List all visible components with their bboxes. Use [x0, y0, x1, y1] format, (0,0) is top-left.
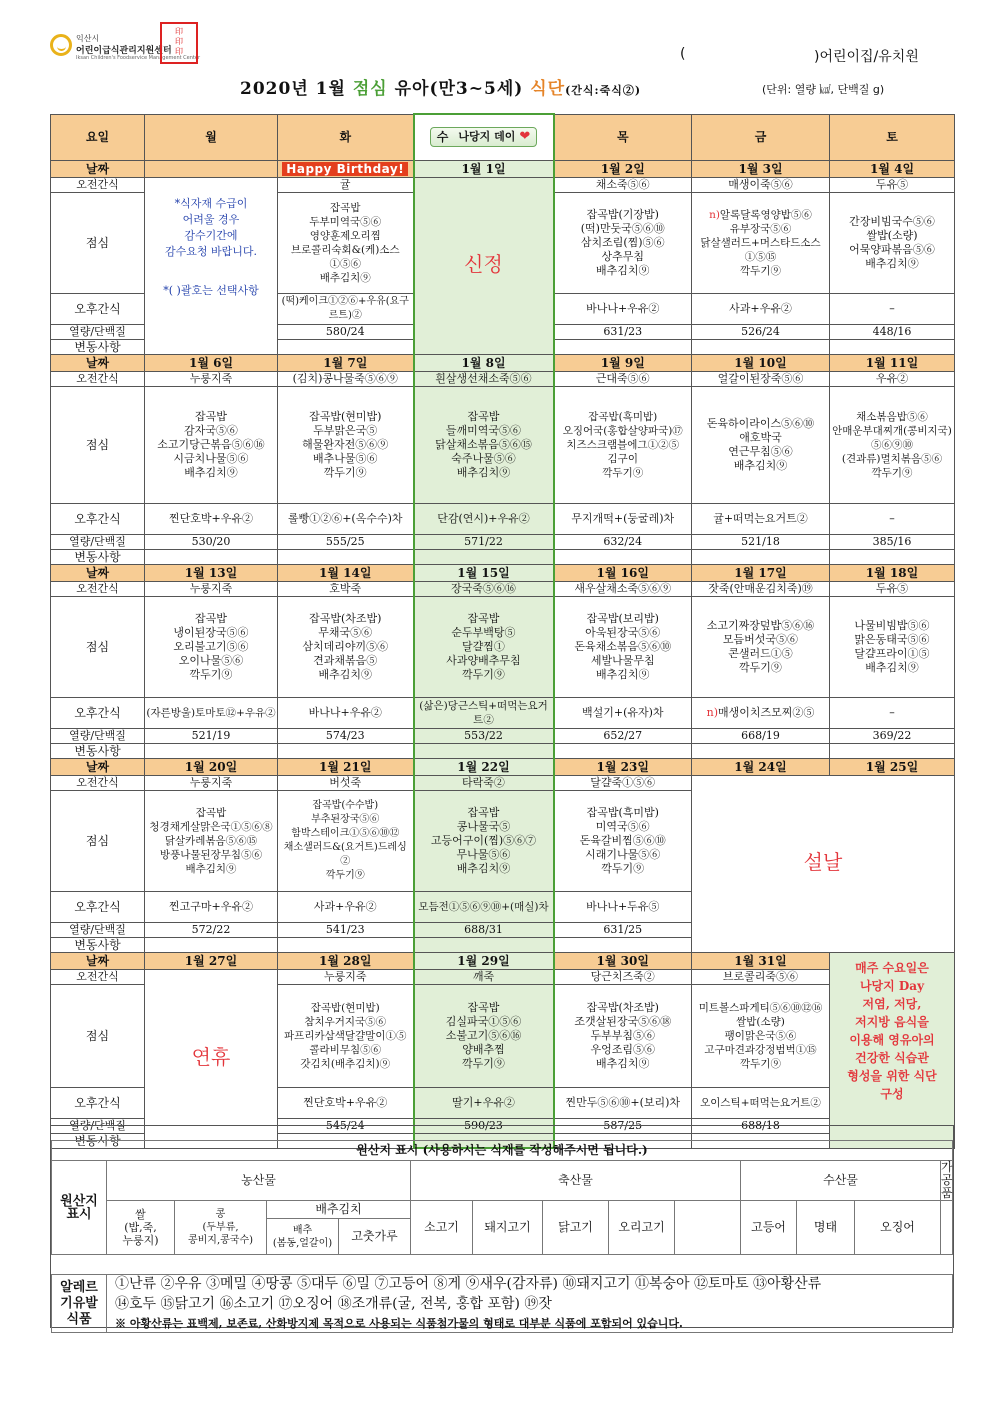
kcal-cell: 688/31 [414, 922, 554, 937]
origin-title: 원산지 표시 (사용하시는 식재를 작성해주시면 됩니다.) [52, 1141, 953, 1161]
lunch-cell: 잡곡밥 김실파국①⑤⑥ 소불고기⑤⑥⑯ 양배추찜 깍두기⑨ [414, 984, 554, 1087]
pepper-label: 고춧가루 [339, 1219, 411, 1255]
lunch-cell: 나물비빔밥⑤⑥ 맑은동태국⑤⑥ 달걀프라이①⑤ 배추김치⑨ [830, 596, 955, 697]
date-cell: 1월 21일 [278, 758, 414, 775]
date-cell: 1월 13일 [145, 564, 278, 581]
kcal-cell: 590/23 [414, 1118, 554, 1133]
birthday-cell [278, 160, 414, 177]
row-date: 날짜 [51, 564, 145, 581]
change-cell [414, 937, 554, 952]
change-cell [278, 339, 414, 354]
date-cell: 1월 6일 [145, 354, 278, 371]
heart-icon: ❤ [519, 129, 531, 145]
lunch-cell: 잡곡밥(흑미밥) 미역국⑤⑥ 돈육갈비찜⑤⑥⑩ 시래기나물⑤⑥ 깍두기⑨ [554, 790, 692, 891]
row-am-snack: 오전간식 [51, 581, 145, 596]
smile-logo-icon [50, 34, 72, 56]
am-snack-cell: 귤 [278, 177, 414, 192]
lunch-text: 알록달록영양밥⑤⑥ 유부장국⑤⑥ 닭살샐러드+머스타드소스①⑤⑮ 깍두기⑨ [700, 208, 821, 277]
am-snack-cell: 매생이죽⑤⑥ [692, 177, 830, 192]
allergy-side-label: 알레르 기유발 식품 [52, 1275, 107, 1333]
optional-note: *( )괄호는 선택사항 [163, 283, 259, 297]
duck-label: 오리고기 [609, 1201, 675, 1255]
pm-snack-cell: – [830, 293, 955, 324]
pm-snack-cell: 백설기+(유자)차 [554, 697, 692, 728]
date-cell: 1월 1일 [414, 160, 554, 177]
pm-snack-cell: 바나나+두유⑤ [554, 891, 692, 922]
kcal-cell: 571/22 [414, 534, 554, 549]
kcal-cell: 526/24 [692, 324, 830, 339]
kcal-cell: 521/18 [692, 534, 830, 549]
lunch-cell: 잡곡밥(차조밥) 무채국⑤⑥ 삼치데리야끼⑤⑥ 견과채볶음⑤ 배추김치⑨ [278, 596, 414, 697]
origin-side-label: 원산지 표시 [52, 1161, 107, 1255]
page-title [240, 74, 641, 99]
am-snack-cell: 버섯죽 [278, 775, 414, 790]
row-change: 변동사항 [51, 743, 145, 758]
kcal-cell: 521/19 [145, 728, 278, 743]
am-snack-cell: 우유② [830, 371, 955, 386]
pm-snack-text: 매생이치즈모찌②⑤ [718, 705, 815, 719]
squid-label: 오징어 [855, 1201, 941, 1255]
pm-snack-cell: 바나나+우유② [278, 697, 414, 728]
row-kcal: 열량/단백질 [51, 534, 145, 549]
kcal-cell: 555/25 [278, 534, 414, 549]
pm-snack-cell: (삶은)당근스틱+떠먹는요거트② [414, 697, 554, 728]
am-snack-cell: 채소죽⑤⑥ [554, 177, 692, 192]
nadangji-note: 매주 수요일은 나당지 Day 저염, 저당, 저지방 음식을 이용해 영유아의 건강한 식습관 형성을 위한 식단 구성 [847, 960, 937, 1101]
am-snack-cell: 흰살생선채소죽⑤⑥ [414, 371, 554, 386]
row-kcal: 열량/단백질 [51, 324, 145, 339]
pm-snack-cell: – [830, 503, 955, 534]
date-cell: 1월 11일 [830, 354, 955, 371]
date-cell: 1월 14일 [278, 564, 414, 581]
allergy-line1: ①난류 ②우유 ③메밀 ④땅콩 ⑤대두 ⑥밀 ⑦고등어 ⑧게 ⑨새우(감자류) ⑩돼지고기 ⑪복숭아 ⑫토마토 ⑬아황산류 [107, 1275, 953, 1295]
lunch-cell: 소고기짜장덮밥⑤⑥⑯ 모듬버섯국⑤⑥ 콘샐러드①⑤ 깍두기⑨ [692, 596, 830, 697]
holiday-cell [692, 775, 955, 952]
date-cell: 1월 18일 [830, 564, 955, 581]
beef-label: 소고기 [411, 1201, 473, 1255]
pm-snack-cell: 찐단호박+우유② [278, 1087, 414, 1118]
am-snack-cell: 당근치즈죽② [554, 969, 692, 984]
pm-snack-cell: 단감(연시)+우유② [414, 503, 554, 534]
origin-table [51, 1140, 953, 1333]
row-pm-snack: 오후간식 [51, 503, 145, 534]
row-pm-snack: 오후간식 [51, 1087, 145, 1118]
am-snack-cell: 타락죽② [414, 775, 554, 790]
date-cell: 1월 9일 [554, 354, 692, 371]
change-cell [414, 549, 554, 564]
row-date: 날짜 [51, 354, 145, 371]
pork-label: 돼지고기 [473, 1201, 543, 1255]
row-date: 날짜 [51, 952, 145, 969]
change-cell [145, 937, 278, 952]
pm-snack-cell: 귤+떠먹는요거트② [692, 503, 830, 534]
am-snack-cell: 잣죽(안매운김치죽)⑲ [692, 581, 830, 596]
am-snack-cell: 누룽지죽 [145, 581, 278, 596]
am-snack-cell: (김치)콩나물죽⑤⑥⑨ [278, 371, 414, 386]
holiday-cell [414, 177, 554, 354]
date-cell: 1월 10일 [692, 354, 830, 371]
pm-snack-cell: – [830, 697, 955, 728]
livestock-header: 축산물 [411, 1161, 741, 1201]
holiday-cell [145, 969, 278, 1148]
allergy-note: ※ 아황산류는 표백제, 보존료, 산화방지제 목적으로 사용되는 식품첨가물의 형태로 대부분 식품에 포함되어 있습니다. [107, 1315, 953, 1333]
am-snack-cell: 누룽지죽 [145, 775, 278, 790]
processed-header: 가공품 [941, 1160, 953, 1200]
date-cell: 1월 31일 [692, 952, 830, 969]
row-date: 날짜 [51, 160, 145, 177]
kcal-cell: 688/18 [692, 1118, 830, 1133]
day-label: 요일 [51, 114, 145, 160]
row-change: 변동사항 [51, 549, 145, 564]
lunch-cell: 잡곡밥 청경채게살맑은국①⑤⑥⑧ 닭살카레볶음⑤⑥⑮ 방풍나물된장무침⑤⑥ 배추김치⑨ [145, 790, 278, 891]
pm-snack-cell: 사과+우유② [692, 293, 830, 324]
pm-snack-cell: 모듬전①⑤⑥⑨⑩+(매실)차 [414, 891, 554, 922]
row-pm-snack: 오후간식 [51, 293, 145, 324]
kcal-cell: 541/23 [278, 922, 414, 937]
change-cell [692, 339, 830, 354]
date-cell: 1월 20일 [145, 758, 278, 775]
am-snack-cell: 브로콜리죽⑤⑥ [692, 969, 830, 984]
change-cell [692, 743, 830, 758]
n-mark: n) [709, 208, 720, 221]
lunch-cell: 잡곡밥(차조밥) 조갯살된장국⑤⑥⑱ 두부부침⑤⑥ 우엉조림⑤⑥ 배추김치⑨ [554, 984, 692, 1087]
nadangji-badge [430, 127, 537, 147]
official-seal: 印 印 印 [160, 22, 198, 64]
pm-snack-cell: 사과+우유② [278, 891, 414, 922]
lunch-cell: 잡곡밥 들깨미역국⑤⑥ 닭살채소볶음⑤⑥⑮ 숙주나물⑤⑥ 배추김치⑨ [414, 386, 554, 503]
lunch-cell: 잡곡밥(수수밥) 부추된장국⑤⑥ 함박스테이크①⑤⑥⑩⑫ 채소샐러드&(요거트)드레싱② 깍두기⑨ [278, 790, 414, 891]
day-fri: 금 [692, 114, 830, 160]
agri-header: 농산물 [107, 1161, 411, 1201]
am-snack-cell: 누룽지죽 [145, 371, 278, 386]
lunch-cell: 잡곡밥 감자국⑤⑥ 소고기당근볶음⑤⑥⑯ 시금치나물⑤⑥ 배추김치⑨ [145, 386, 278, 503]
day-wed-label: 수 [436, 130, 449, 145]
pm-snack-cell: 롤빵①②⑥+(옥수수)차 [278, 503, 414, 534]
row-am-snack: 오전간식 [51, 969, 145, 984]
allergy-line2: ⑭호두 ⑮닭고기 ⑯소고기 ⑰오징어 ⑱조개류(굴, 전복, 홍합 포함) ⑲잣 [107, 1295, 953, 1315]
sea-header: 수산물 [741, 1161, 941, 1201]
pm-snack-cell: (자른방울)토마토⑫+우유② [145, 697, 278, 728]
kcal-cell: 631/25 [554, 922, 692, 937]
date-cell: 1월 7일 [278, 354, 414, 371]
change-cell [278, 743, 414, 758]
row-kcal: 열량/단백질 [51, 922, 145, 937]
holiday-seollal: 설날 [803, 849, 843, 874]
date-cell: 1월 27일 [145, 952, 278, 969]
kcal-cell: 574/23 [278, 728, 414, 743]
kcal-cell: 587/25 [554, 1118, 692, 1133]
date-cell: 1월 29일 [414, 952, 554, 969]
date-cell: 1월 2일 [554, 160, 692, 177]
kcal-cell: 385/16 [830, 534, 955, 549]
pm-snack-cell: 무지개떡+(둥굴레)차 [554, 503, 692, 534]
change-cell [692, 549, 830, 564]
notice-cell [145, 177, 278, 354]
bean-label: 콩 (두부류, 콩비지,콩국수) [175, 1201, 267, 1255]
change-cell [830, 549, 955, 564]
date-cell: 1월 17일 [692, 564, 830, 581]
kcal-cell: 553/22 [414, 728, 554, 743]
school-paren: ( [680, 46, 686, 62]
row-lunch: 점심 [51, 790, 145, 891]
day-tue: 화 [278, 114, 414, 160]
school-type: )어린이집/유치원 [814, 49, 919, 65]
change-cell [554, 339, 692, 354]
row-am-snack: 오전간식 [51, 371, 145, 386]
pm-snack-cell: 찐만두⑤⑥⑩+(보리)차 [554, 1087, 692, 1118]
lunch-cell: 잡곡밥 두부미역국⑤⑥ 영양훈제오리찜 브로콜리숙회&(케)소스①⑤⑥ 배추김치⑨ [278, 192, 414, 293]
nadangji-note-cell [830, 952, 955, 1148]
change-cell [278, 937, 414, 952]
blank-cell [941, 1201, 953, 1255]
row-pm-snack: 오후간식 [51, 697, 145, 728]
kcal-cell: 545/24 [278, 1118, 414, 1133]
date-cell: 1월 25일 [830, 758, 955, 775]
holiday-yeonhyu: 연휴 [191, 1044, 231, 1069]
lunch-cell: 잡곡밥(현미밥) 참치우거지국⑤⑥ 파프리카삼색달걀말이①⑤ 콜라비무침⑤⑥ 갓김치(배추김치)⑨ [278, 984, 414, 1087]
logo-line2: 어린이급식관리지원센터 [76, 46, 172, 56]
cabbage-label: 배추 (봄동,얼갈이) [267, 1219, 339, 1255]
lunch-cell [692, 192, 830, 293]
date-cell: 1월 8일 [414, 354, 554, 371]
title-age: 유아(만3~5세) [387, 79, 531, 99]
am-snack-cell: 깨죽 [414, 969, 554, 984]
change-cell [554, 549, 692, 564]
row-pm-snack: 오후간식 [51, 891, 145, 922]
date-cell: 1월 23일 [554, 758, 692, 775]
row-change: 변동사항 [51, 1133, 145, 1148]
lunch-cell: 잡곡밥(현미밥) 두부맑은국⑤ 해물완자전⑤⑥⑨ 배추나물⑤⑥ 깍두기⑨ [278, 386, 414, 503]
row-change: 변동사항 [51, 339, 145, 354]
date-cell: 1월 3일 [692, 160, 830, 177]
blank-cell [675, 1201, 741, 1255]
holiday-sinjeong: 신정 [464, 251, 503, 276]
pm-snack-cell [692, 697, 830, 728]
lunch-cell: 미트볼스파게티⑤⑥⑩⑫⑯ 쌀밥(소량) 팽이맑은국⑤⑥ 고구마견과강정범벅①⑮ 깍두기⑨ [692, 984, 830, 1087]
date-cell: 1월 22일 [414, 758, 554, 775]
day-sat: 토 [830, 114, 955, 160]
logo-line1: 익산시 [76, 34, 100, 43]
supply-note: *식자재 수급이 어려울 경우 감수기간에 감수요청 바랍니다. [164, 196, 257, 258]
change-cell [278, 549, 414, 564]
row-date: 날짜 [51, 758, 145, 775]
title-year-month: 2020년 1월 [240, 79, 353, 99]
lunch-cell: 간장비빔국수⑤⑥ 쌀밥(소량) 어묵양파볶음⑤⑥ 배추김치⑨ [830, 192, 955, 293]
am-snack-cell: 얼갈이된장죽⑤⑥ [692, 371, 830, 386]
am-snack-cell: 근대죽⑤⑥ [554, 371, 692, 386]
pm-snack-cell: 딸기+우유② [414, 1087, 554, 1118]
pm-snack-cell: 바나나+우유② [554, 293, 692, 324]
lunch-cell: 잡곡밥(흑미밥) 오징어국(홍합살양파국)⑰ 치즈스크램블에그①②⑤ 김구이 깍두기⑨ [554, 386, 692, 503]
kcal-cell: 572/22 [145, 922, 278, 937]
lunch-cell: 돈육하이라이스⑤⑥⑩ 애호박국 연근무침⑤⑥ 배추김치⑨ [692, 386, 830, 503]
am-snack-cell: 호박죽 [278, 581, 414, 596]
title-menu: 식단 [530, 79, 566, 99]
change-cell [145, 549, 278, 564]
pm-snack-cell: 오이스틱+떠먹는요거트② [692, 1087, 830, 1118]
title-snack: (간식:죽식②) [565, 84, 642, 97]
row-am-snack: 오전간식 [51, 177, 145, 192]
change-cell [830, 743, 955, 758]
unit-note: (단위: 열량 ㎉, 단백질 g) [762, 83, 885, 96]
kcal-cell: 632/24 [554, 534, 692, 549]
row-lunch: 점심 [51, 386, 145, 503]
kcal-cell: 580/24 [278, 324, 414, 339]
title-lunch: 점심 [352, 79, 388, 99]
lunch-cell: 채소볶음밥⑤⑥ 안매운부대찌개(콩비지국) ⑤⑥⑨⑩ (견과류)멸치볶음⑤⑥ 깍두기⑨ [830, 386, 955, 503]
lunch-cell: 잡곡밥 냉이된장국⑤⑥ 오리불고기⑤⑥ 오이나물⑤⑥ 깍두기⑨ [145, 596, 278, 697]
kimchi-label: 배추김치 [267, 1201, 411, 1219]
birthday-banner: Happy Birthday! [282, 162, 408, 176]
date-cell: 1월 16일 [554, 564, 692, 581]
row-change: 변동사항 [51, 937, 145, 952]
pm-snack-cell: 찐단호박+우유② [145, 503, 278, 534]
chicken-label: 닭고기 [543, 1201, 609, 1255]
am-snack-cell: 달걀죽①⑤⑥ [554, 775, 692, 790]
am-snack-cell: 두유⑤ [830, 581, 955, 596]
row-lunch: 점심 [51, 596, 145, 697]
am-snack-cell: 새우살채소죽⑤⑥⑨ [554, 581, 692, 596]
badge-text: 나당지 데이 [458, 130, 516, 144]
menu-table [50, 113, 955, 1149]
change-cell [145, 743, 278, 758]
row-kcal: 열량/단백질 [51, 728, 145, 743]
date-cell: 1월 28일 [278, 952, 414, 969]
kcal-cell: 448/16 [830, 324, 955, 339]
lunch-cell: 잡곡밥 콩나물국⑤ 고등어구이(찜)⑤⑥⑦ 무나물⑤⑥ 배추김치⑨ [414, 790, 554, 891]
date-cell: 1월 4일 [830, 160, 955, 177]
am-snack-cell: 누룽지죽 [278, 969, 414, 984]
lunch-cell: 잡곡밥(기장밥) (떡)만둣국⑤⑥⑩ 삼치조림(찜)⑤⑥ 상추무침 배추김치⑨ [554, 192, 692, 293]
row-lunch: 점심 [51, 192, 145, 293]
rice-label: 쌀 (밥,죽, 누룽지) [107, 1201, 175, 1255]
am-snack-cell: 두유⑤ [830, 177, 955, 192]
row-kcal: 열량/단백질 [51, 1118, 145, 1133]
pm-snack-cell: 찐고구마+우유② [145, 891, 278, 922]
pollack-label: 명태 [797, 1201, 855, 1255]
date-cell: 1월 24일 [692, 758, 830, 775]
pm-snack-cell: (떡)케이크①②⑥+우유(요구르트)② [278, 293, 414, 324]
row-am-snack: 오전간식 [51, 775, 145, 790]
mackerel-label: 고등어 [741, 1201, 797, 1255]
date-cell [145, 160, 278, 177]
am-snack-cell: 장국죽⑤⑥⑯ [414, 581, 554, 596]
day-thu: 목 [554, 114, 692, 160]
day-wed [414, 114, 554, 160]
day-mon: 월 [145, 114, 278, 160]
origin-section [50, 1125, 954, 1328]
change-cell [414, 743, 554, 758]
logo-line3: Iksan Children's Foodservice Management Center [76, 55, 201, 61]
change-cell [830, 339, 955, 354]
lunch-cell: 잡곡밥 순두부백탕⑤ 달걀찜① 사과양배추무침 깍두기⑨ [414, 596, 554, 697]
kcal-cell: 652/27 [554, 728, 692, 743]
spacer-row [52, 1255, 953, 1275]
lunch-cell: 잡곡밥(보리밥) 아욱된장국⑤⑥ 돈육채소볶음⑤⑥⑩ 세발나물무침 배추김치⑨ [554, 596, 692, 697]
change-cell [554, 937, 692, 952]
n-mark: n) [706, 705, 718, 719]
kcal-cell: 369/22 [830, 728, 955, 743]
kcal-cell: 631/23 [554, 324, 692, 339]
kcal-cell: 668/19 [692, 728, 830, 743]
row-lunch: 점심 [51, 984, 145, 1087]
kcal-cell: 530/20 [145, 534, 278, 549]
change-cell [554, 743, 692, 758]
date-cell: 1월 30일 [554, 952, 692, 969]
date-cell: 1월 15일 [414, 564, 554, 581]
